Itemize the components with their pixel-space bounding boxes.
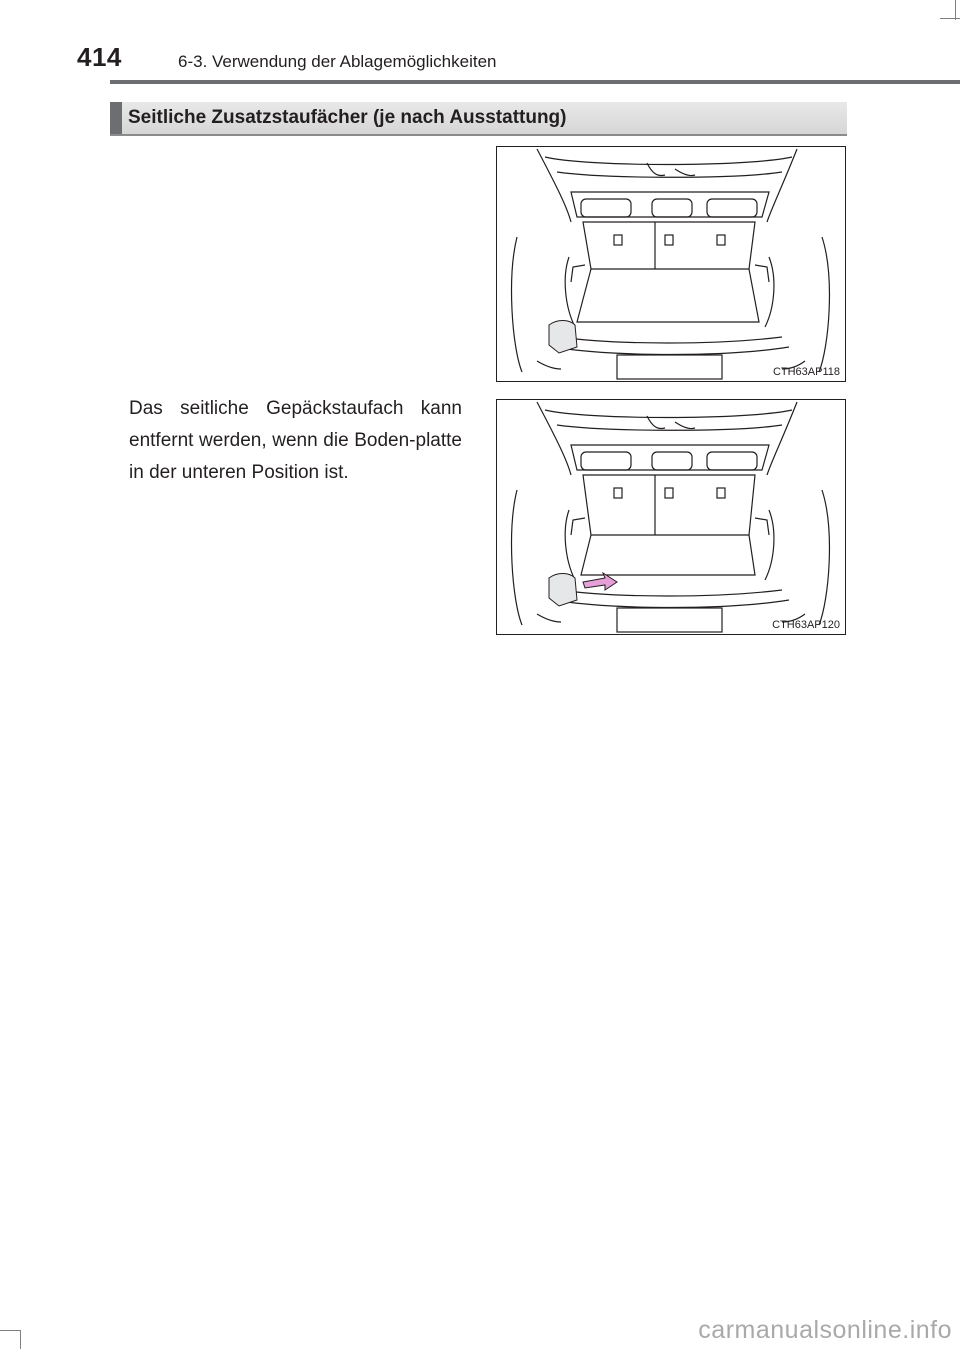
figure-code: CTH63AP120 — [772, 619, 840, 631]
section-heading-bar — [110, 102, 847, 136]
figure-code: CTH63AP118 — [772, 366, 840, 378]
trunk-removal-illustration — [497, 400, 845, 634]
crop-mark — [940, 18, 960, 19]
section-title: Seitliche Zusatzstaufächer (je nach Ausstattung) — [128, 107, 567, 128]
page-number: 414 — [77, 42, 122, 72]
section-marker — [110, 102, 122, 134]
body-paragraph: Das seitliche Gepäckstaufach kann entfernt werden, wenn die Boden-platte in der unteren Position ist. — [129, 398, 462, 483]
figure-luggage-compartment — [496, 146, 846, 382]
trunk-illustration — [497, 147, 845, 381]
crop-mark — [0, 1330, 20, 1331]
watermark: carmanualsonline.info — [698, 1316, 952, 1344]
crop-mark — [955, 0, 956, 20]
figure-luggage-compartment-removal — [496, 399, 846, 635]
chapter-title: 6-3. Verwendung der Ablagemöglichkeiten — [178, 52, 497, 71]
header-rule — [110, 80, 960, 84]
crop-mark — [20, 1330, 21, 1349]
